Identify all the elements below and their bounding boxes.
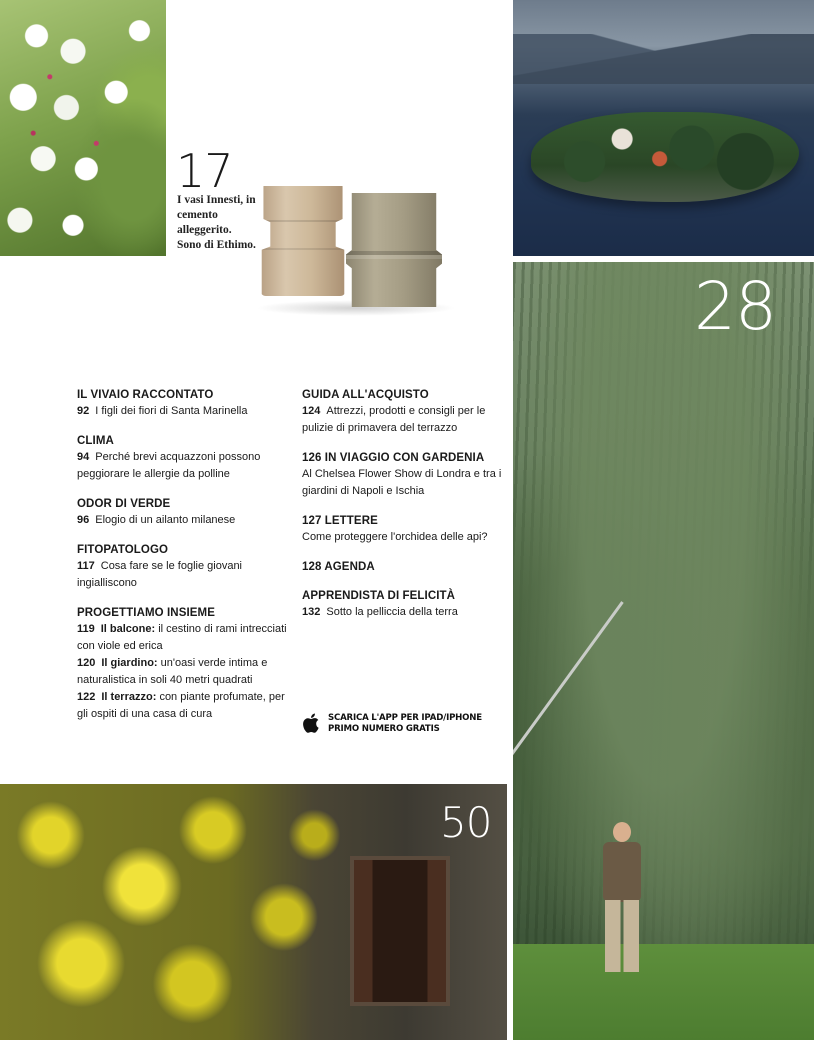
toc-entry — [77, 512, 292, 529]
mimosa-photo — [0, 784, 507, 1040]
toc-entry-page: 120 — [77, 657, 96, 669]
toc-heading: CLIMA — [77, 435, 114, 447]
toc-entry-text: Al Chelsea Flower Show di Londra e tra i giardini di Napoli e Ischia — [302, 468, 502, 497]
toc-entry — [302, 466, 507, 500]
toc-entry-text: un'oasi verde intima e naturalistica in soli 40 metri quadrati — [77, 657, 268, 686]
toc-entry — [77, 558, 292, 592]
toc-section[interactable] — [302, 513, 507, 546]
toc-entry-text: il cestino di rami intrecciati con viole ed erica — [77, 623, 287, 652]
toc-entry-page: 117 — [77, 560, 95, 572]
app-promo-line1: SCARICA L'APP PER IPAD/IPHONE — [328, 713, 482, 723]
toc-section[interactable] — [302, 559, 507, 575]
toc-entry-page: 119 — [77, 623, 95, 635]
toc-entry — [302, 403, 507, 437]
toc-entry-text: con piante profumate, per gli ospiti di una casa di cura — [77, 691, 285, 720]
page-number-50: 50 — [440, 798, 492, 847]
toc-entry — [302, 529, 507, 546]
gardener-legs — [605, 900, 639, 972]
toc-section[interactable] — [77, 496, 292, 529]
toc-entry — [77, 655, 292, 689]
mountains-shape — [513, 34, 814, 84]
toc-heading: ODOR DI VERDE — [77, 498, 171, 510]
toc-heading: APPRENDISTA DI FELICITÀ — [302, 590, 456, 602]
app-promo[interactable] — [302, 711, 512, 737]
toc-entry-label: Il terrazzo: — [101, 691, 157, 703]
toc-entry — [77, 689, 292, 723]
toc-entry-text: I figli dei fiori di Santa Marinella — [95, 405, 248, 417]
toc-entry-page: 132 — [302, 606, 321, 618]
toc-heading: 128 AGENDA — [302, 561, 375, 573]
weeping-cedar-photo — [513, 262, 814, 1040]
vase-left — [260, 186, 346, 296]
toc-entry-page: 124 — [302, 405, 321, 417]
gardener-head — [613, 822, 631, 842]
toc-section[interactable] — [77, 387, 292, 420]
toc-section[interactable] — [77, 542, 292, 592]
toc-entry-page: 94 — [77, 451, 90, 463]
window-shape — [350, 856, 450, 1006]
toc-entry — [77, 449, 292, 483]
page-number-17: 17 — [176, 144, 233, 198]
toc-entry-page: 122 — [77, 691, 96, 703]
toc-section[interactable] — [302, 450, 507, 500]
app-promo-text — [328, 713, 482, 735]
toc-entry-text: Attrezzi, prodotti e consigli per le pulizie di primavera del terrazzo — [302, 405, 486, 434]
lawn-shape — [513, 944, 814, 1040]
toc-section[interactable] — [302, 588, 507, 621]
toc-entry-text: Elogio di un ailanto milanese — [95, 514, 236, 526]
toc-left-column — [77, 387, 292, 736]
island-shape — [531, 112, 799, 202]
toc-entry-text: Sotto la pelliccia della terra — [326, 606, 458, 618]
app-promo-line2: PRIMO NUMERO GRATIS — [328, 724, 440, 734]
toc-entry — [77, 403, 292, 420]
lake-island-photo — [513, 0, 814, 256]
toc-heading: 126 IN VIAGGIO CON GARDENIA — [302, 452, 485, 464]
toc-heading: IL VIVAIO RACCONTATO — [77, 389, 214, 401]
toc-right-column — [302, 387, 507, 634]
gardener-figure — [595, 822, 653, 972]
toc-heading: PROGETTIAMO INSIEME — [77, 607, 215, 619]
toc-entry-text: Come proteggere l'orchidea delle api? — [302, 531, 488, 543]
toc-entry-label: Il balcone: — [100, 623, 156, 635]
toc-heading: 127 LETTERE — [302, 515, 378, 527]
toc-section[interactable] — [302, 387, 507, 437]
toc-heading: FITOPATOLOGO — [77, 544, 169, 556]
pear-blossom-photo — [0, 0, 166, 256]
apple-icon — [302, 712, 322, 734]
toc-section[interactable] — [77, 433, 292, 483]
toc-entry-page: 92 — [77, 405, 90, 417]
toc-entry — [302, 604, 507, 621]
vase-right — [346, 193, 442, 307]
toc-entry-text: Perché brevi acquazzoni possono peggiorare le allergie da polline — [77, 451, 261, 480]
page-number-28: 28 — [694, 268, 776, 345]
toc-entry-text: Cosa fare se le foglie giovani ingialliscono — [77, 560, 242, 589]
toc-heading: GUIDA ALL'ACQUISTO — [302, 389, 429, 401]
toc-section[interactable] — [77, 605, 292, 723]
toc-entry — [77, 621, 292, 655]
toc-entry-page: 96 — [77, 514, 90, 526]
gardener-vest — [603, 842, 641, 902]
toc-entry-label: Il giardino: — [101, 657, 158, 669]
vase-caption: I vasi Innesti, in cemento alleggerito. Sono di Ethimo. — [177, 194, 256, 251]
